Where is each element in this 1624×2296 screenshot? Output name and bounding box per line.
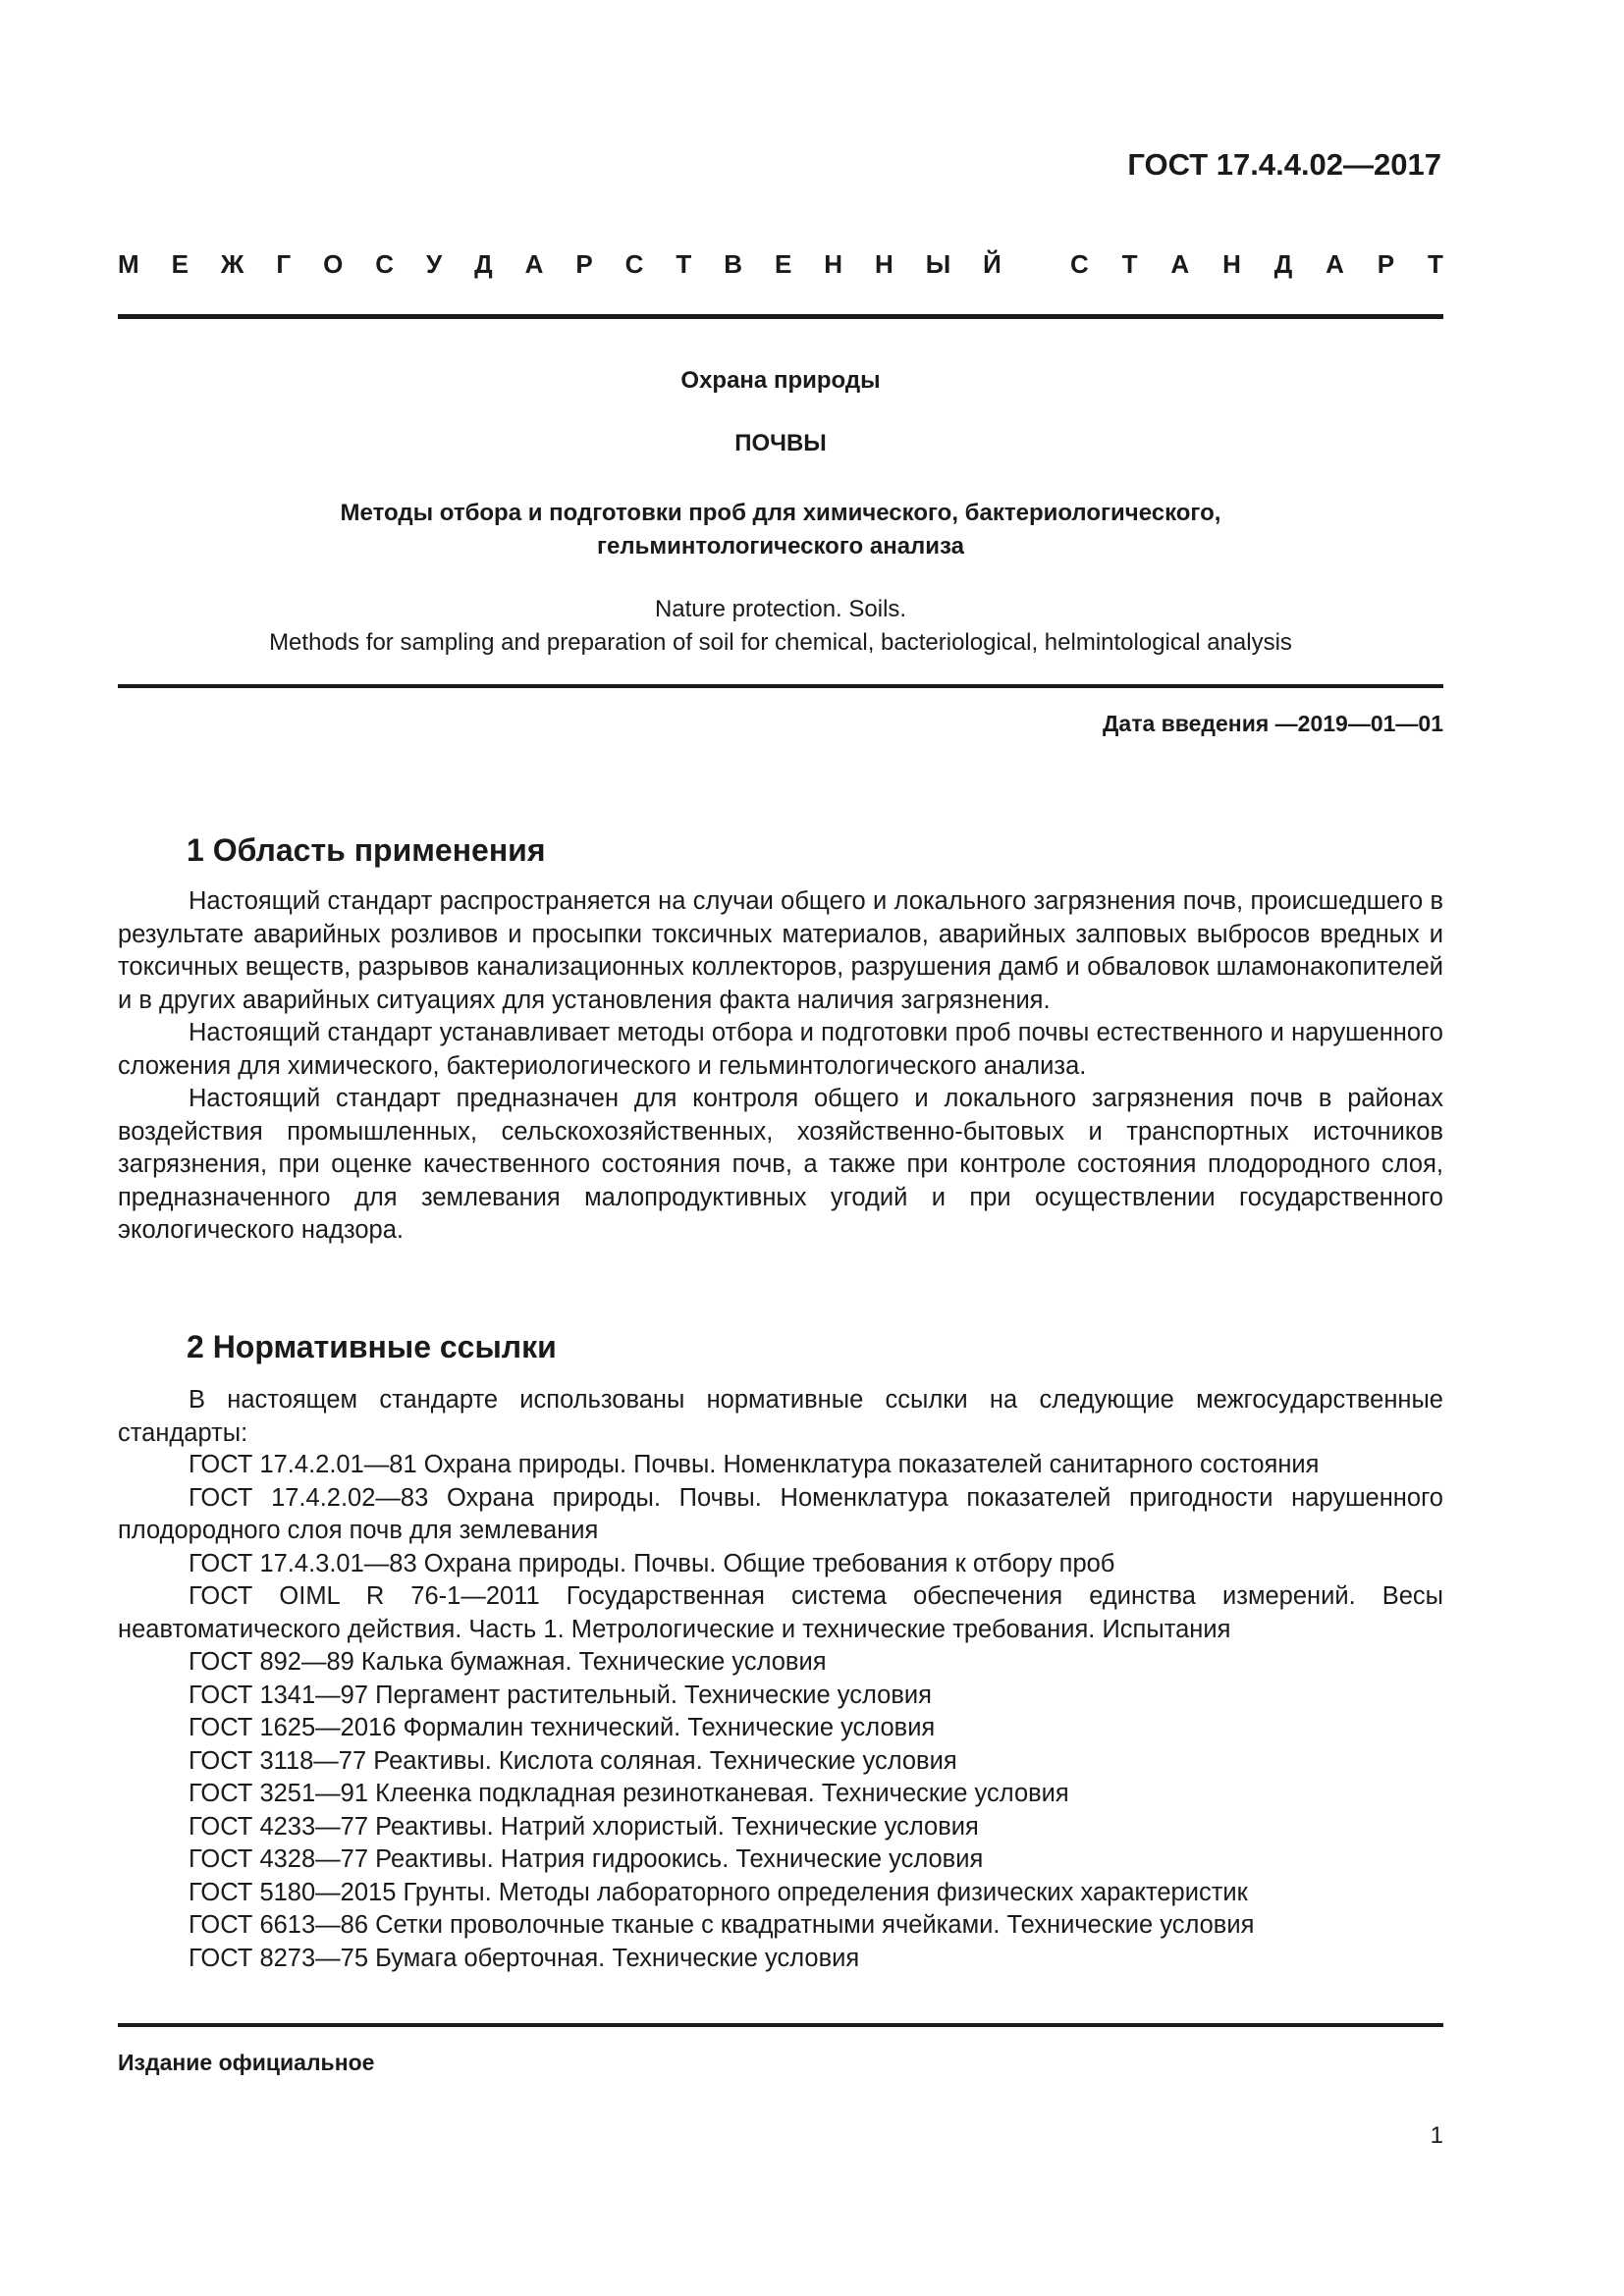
category-letter: М [118,249,139,279]
section-1-paragraph: Настоящий стандарт предназначен для контроля общего и локального загрязнения почв в районах воздействия промышленных, сельскохозяйственных, хозяйственно-бытовых и транспортных источников загрязнения, при оценке качественного состояния почв, а также при контроле состояния плодородного слоя, предназначенного для землевания малопродуктивных угодий и при осуществлении государственного экологического надзора. [118,1085,1443,1244]
title-english [118,593,1443,660]
header-divider [118,314,1443,319]
reference-item: ГОСТ 8273—75 Бумага оберточная. Технические условия [189,1944,860,1972]
title-english-line1: Nature protection. Soils. [654,596,907,622]
reference-item: ГОСТ 1625—2016 Формалин технический. Технические условия [189,1714,936,1741]
category-letter: Т [1121,249,1138,279]
reference-item: ГОСТ 4233—77 Реактивы. Натрий хлористый. Технические условия [189,1812,979,1841]
category-letter: С [624,249,644,279]
reference-item: ГОСТ 5180—2015 Грунты. Методы лабораторного определения физических характеристик [189,1878,1248,1906]
category-letter: Н [875,249,893,279]
title-methods-line2: гельминтологического анализа [596,533,964,560]
footer-divider [118,2023,1443,2027]
category-letter: Г [276,249,292,279]
category-letter: Т [676,249,692,279]
category-letter: В [724,249,743,279]
introduction-date: Дата введения —2019—01—01 [1103,711,1443,736]
category-letter: С [375,249,395,279]
standard-category [118,249,1443,280]
reference-item: ГОСТ 17.4.2.02—83 Охрана природы. Почвы. Номенклатура показателей пригодности нарушенного плодородного слоя почв для землевания [118,1483,1443,1544]
normative-references-list [118,1449,1443,1975]
title-methods-line1: Методы отбора и подготовки проб для химического, бактериологического, [340,500,1221,526]
category-letter: Е [774,249,792,279]
category-letter: А [1170,249,1190,279]
title-divider [118,684,1443,688]
section-1-paragraph: Настоящий стандарт устанавливает методы отбора и подготовки проб почвы естественного и нарушенного сложения для химического, бактериологического и гельминтологического анализа. [118,1019,1443,1080]
title-methods [118,497,1443,563]
reference-item: ГОСТ 6613—86 Сетки проволочные тканые с квадратными ячейками. Технические условия [189,1911,1255,1939]
category-word-interstate [118,249,1001,280]
reference-item: ГОСТ 17.4.3.01—83 Охрана природы. Почвы. Общие требования к отбору проб [189,1549,1115,1577]
reference-item: ГОСТ 17.4.2.01—81 Охрана природы. Почвы. Номенклатура показателей санитарного состояния [189,1451,1320,1478]
title-nature-protection: Охрана природы [680,367,881,394]
category-letter: А [524,249,544,279]
category-letter: Й [983,249,1001,279]
reference-item: ГОСТ 4328—77 Реактивы. Натрия гидроокись. Технические условия [189,1845,984,1873]
reference-item: ГОСТ 1341—97 Пергамент растительный. Технические условия [189,1681,932,1709]
category-letter: Т [1428,249,1443,279]
category-letter: Н [824,249,843,279]
title-english-line2: Methods for sampling and preparation of soil for chemical, bacteriological, helmintological analysis [269,629,1292,656]
section-2-intro [118,1384,1443,1450]
category-letter: Р [575,249,593,279]
reference-item: ГОСТ 892—89 Калька бумажная. Технические условия [189,1648,827,1676]
category-letter: Ы [925,249,951,279]
category-letter: Ж [220,249,244,279]
section-1-body [118,885,1443,1248]
category-letter: Р [1377,249,1395,279]
category-letter: Д [474,249,493,279]
category-letter: Н [1222,249,1241,279]
category-letter: У [426,249,443,279]
section-2-intro-text: В настоящем стандарте использованы нормативные ссылки на следующие межгосударственные стандарты: [118,1386,1443,1447]
official-edition-label: Издание официальное [118,2050,375,2075]
category-letter: Е [171,249,189,279]
category-letter: А [1326,249,1344,279]
title-soils: ПОЧВЫ [734,430,827,456]
section-1-paragraph: Настоящий стандарт распространяется на случаи общего и локального загрязнения почв, происшедшего в результате аварийных розливов и просыпки токсичных материалов, аварийных залповых выбросов вредных и токсичных веществ, разрывов канализационных коллекторов, разрушения дамб и обваловок шламонакопителей и в других аварийных ситуациях для установления факта наличия загрязнения. [118,887,1443,1014]
category-letter: Д [1273,249,1293,279]
category-letter: С [1070,249,1089,279]
section-2-heading: 2 Нормативные ссылки [187,1329,557,1364]
reference-item: ГОСТ OIML R 76-1—2011 Государственная система обеспечения единства измерений. Весы неавтоматического действия. Часть 1. Метрологические и технические требования. Испытания [118,1582,1443,1643]
page-number: 1 [1430,2122,1443,2149]
section-1-heading: 1 Область применения [187,832,546,868]
reference-item: ГОСТ 3251—91 Клеенка подкладная резинотканевая. Технические условия [189,1780,1069,1807]
category-word-standard [1070,249,1443,280]
reference-item: ГОСТ 3118—77 Реактивы. Кислота соляная. Технические условия [189,1746,957,1775]
document-number: ГОСТ 17.4.4.02—2017 [1127,147,1441,182]
category-letter: О [323,249,344,279]
